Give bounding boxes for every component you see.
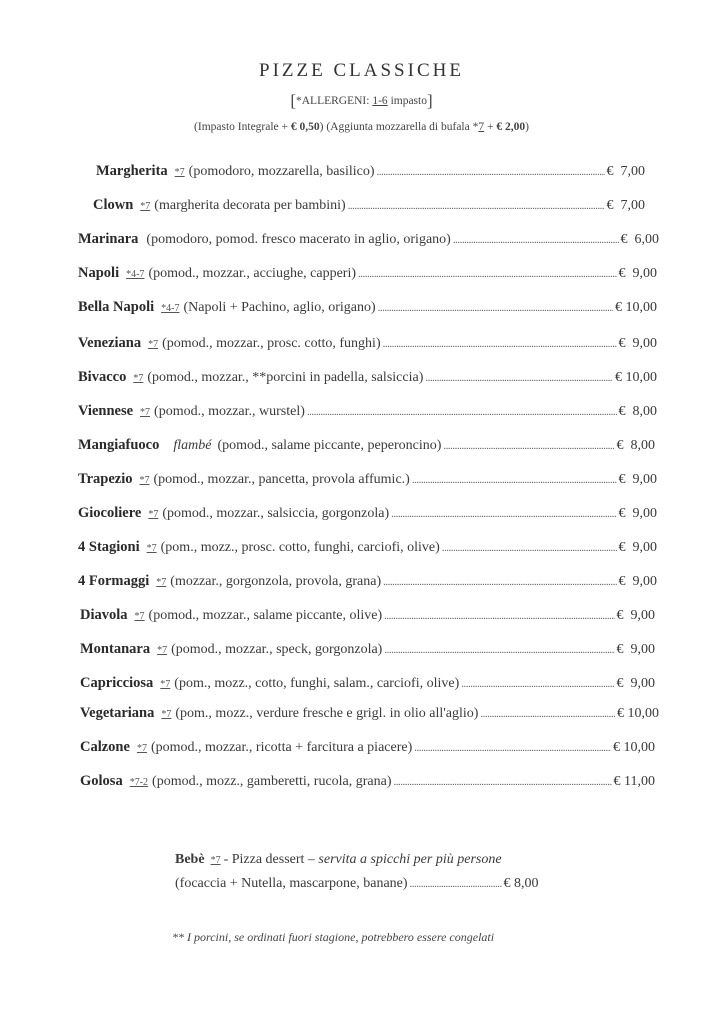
item-price: € 7,00	[606, 164, 645, 179]
item-allergens: *7	[160, 679, 171, 690]
item-name: Diavola	[80, 607, 128, 623]
item-price: € 9,00	[618, 472, 657, 487]
menu-item	[96, 163, 645, 185]
leader-dots	[377, 166, 605, 178]
leader-dots	[378, 302, 613, 314]
item-price: € 10,00	[615, 370, 657, 385]
item-description: (margherita decorata per bambini)	[154, 198, 346, 213]
item-description: (pomod., mozzar., salsiccia, gorgonzola)	[162, 506, 390, 521]
leader-dots	[358, 268, 616, 280]
item-allergens: *7	[157, 645, 168, 656]
item-price: € 7,00	[606, 198, 645, 213]
leader-dots	[480, 708, 615, 720]
menu-item	[93, 197, 645, 219]
item-allergens: *7	[140, 407, 151, 418]
item-allergens: *7	[161, 709, 172, 720]
menu-item	[78, 437, 655, 459]
item-name: Viennese	[78, 403, 134, 419]
item-name: Bella Napoli	[78, 299, 155, 315]
item-name: Clown	[93, 197, 134, 213]
item-name: 4 Stagioni	[78, 539, 140, 555]
allergens-note: [*ALLERGENI: 1-6 impasto]	[290, 91, 433, 110]
item-price: € 9,00	[618, 266, 657, 281]
item-name: Vegetariana	[80, 705, 155, 721]
item-name: Giocoliere	[78, 505, 142, 521]
menu-item	[78, 335, 657, 357]
item-price: € 9,00	[618, 506, 657, 521]
leader-dots	[307, 406, 617, 418]
menu-item	[80, 641, 655, 663]
menu-item	[78, 505, 657, 527]
item-price: € 8,00	[618, 404, 657, 419]
dessert-line-2	[175, 876, 565, 892]
item-name: Golosa	[80, 773, 123, 789]
item-price: € 8,00	[616, 438, 655, 453]
leader-dots	[384, 644, 614, 656]
item-allergens: *7-2	[129, 777, 149, 788]
leader-dots	[443, 440, 614, 452]
item-name: Marinara	[78, 231, 139, 247]
item-description: (mozzar., gorgonzola, provola, grana)	[170, 574, 382, 589]
leader-dots	[461, 678, 614, 690]
leader-dots	[394, 776, 612, 788]
menu-item	[80, 773, 655, 795]
leader-dots	[453, 234, 619, 246]
item-name: Calzone	[80, 739, 130, 755]
item-description: (pom., mozz., verdure fresche e grigl. in olio all'aglio)	[175, 706, 479, 721]
item-price: € 9,00	[616, 642, 655, 657]
item-name: 4 Formaggi	[78, 573, 150, 589]
item-description: (pomodoro, mozzarella, basilico)	[188, 164, 375, 179]
item-name: Capricciosa	[80, 675, 154, 691]
menu-item	[78, 265, 657, 287]
leader-dots	[391, 508, 616, 520]
item-allergens: *7	[148, 509, 159, 520]
item-price: € 9,00	[616, 608, 655, 623]
dessert-allergens: *7	[210, 855, 221, 866]
dessert-description: (focaccia + Nutella, mascarpone, banane)	[175, 876, 408, 891]
item-description: (pomod., mozzar., salame piccante, olive)	[148, 608, 383, 623]
dessert-line-1: Bebè *7 - Pizza dessert – servita a spicchi per più persone	[175, 852, 502, 867]
item-description: (pom., mozz., prosc. cotto, funghi, carciofi, olive)	[160, 540, 440, 555]
leader-dots	[412, 474, 617, 486]
item-description: (pomodoro, pomod. fresco macerato in aglio, origano)	[146, 232, 451, 247]
item-description: (Napoli + Pachino, aglio, origano)	[183, 300, 376, 315]
menu-item	[78, 231, 659, 253]
item-name: Trapezio	[78, 471, 133, 487]
leader-dots	[414, 742, 611, 754]
item-price: € 10,00	[615, 300, 657, 315]
item-price: € 6,00	[620, 232, 659, 247]
item-name: Mangiafuoco	[78, 437, 160, 453]
item-name: Bivacco	[78, 369, 127, 385]
item-allergens: *7	[174, 167, 185, 178]
dessert-leader-dots	[410, 878, 502, 890]
item-allergens: *7	[139, 475, 150, 486]
leader-dots	[425, 372, 613, 384]
item-description: (pomod., mozzar., wurstel)	[154, 404, 305, 419]
leader-dots	[348, 200, 605, 212]
item-name: Veneziana	[78, 335, 142, 351]
item-name: Montanara	[80, 641, 151, 657]
item-allergens: *7	[133, 373, 144, 384]
item-description: (pomod., mozzar., prosc. cotto, funghi)	[162, 336, 381, 351]
menu-item	[80, 739, 655, 761]
item-allergens: *7	[140, 201, 151, 212]
item-price: € 9,00	[618, 540, 657, 555]
menu-item	[80, 705, 659, 727]
item-price: € 10,00	[617, 706, 659, 721]
item-allergens: *7	[148, 339, 159, 350]
item-allergens: *4-7	[161, 303, 180, 314]
item-name: Napoli	[78, 265, 120, 281]
menu-item	[80, 675, 655, 697]
item-description: (pomod., mozzar., **porcini in padella, salsiccia)	[147, 370, 424, 385]
item-description: (pomod., mozzar., speck, gorgonzola)	[171, 642, 383, 657]
dessert-note: servita a spicchi per più persone	[318, 852, 502, 867]
item-description: (pomod., mozzar., pancetta, provola affumic.)	[153, 472, 410, 487]
item-description: (pomod., mozz., gamberetti, rucola, grana)	[152, 774, 392, 789]
item-price: € 9,00	[618, 574, 657, 589]
item-allergens: *7	[134, 611, 145, 622]
menu-item	[78, 573, 657, 595]
leader-dots	[383, 576, 616, 588]
item-price: € 9,00	[616, 676, 655, 691]
extras-note: (Impasto Integrale + € 0,50) (Aggiunta mozzarella di bufala *7 + € 2,00)	[194, 121, 529, 133]
item-allergens: *7	[156, 577, 167, 588]
leader-dots	[442, 542, 617, 554]
dessert-name: Bebè	[175, 852, 205, 867]
menu-item	[78, 299, 657, 321]
item-price: € 10,00	[613, 740, 655, 755]
item-allergens: *4-7	[126, 269, 145, 280]
item-allergens: *7	[136, 743, 147, 754]
leader-dots	[383, 338, 617, 350]
leader-dots	[384, 610, 614, 622]
item-note: flambé	[173, 438, 212, 453]
page-title: PIZZE CLASSICHE	[259, 60, 464, 81]
item-name: Margherita	[96, 163, 168, 179]
menu-item	[78, 539, 657, 561]
item-description: (pomod., mozzar., ricotta + farcitura a piacere)	[150, 740, 413, 755]
item-price: € 9,00	[618, 336, 657, 351]
item-price: € 11,00	[613, 774, 655, 789]
menu-item	[78, 403, 657, 425]
menu-item	[78, 471, 657, 493]
item-description: (pom., mozz., cotto, funghi, salam., carciofi, olive)	[174, 676, 460, 691]
menu-item	[80, 607, 655, 629]
footnote: ** I porcini, se ordinati fuori stagione, potrebbero essere congelati	[172, 930, 495, 944]
item-description: (pomod., salame piccante, peperoncino)	[217, 438, 442, 453]
menu-item	[78, 369, 657, 391]
dessert-price: € 8,00	[503, 876, 539, 891]
item-allergens: *7	[146, 543, 157, 554]
item-description: (pomod., mozzar., acciughe, capperi)	[148, 266, 357, 281]
